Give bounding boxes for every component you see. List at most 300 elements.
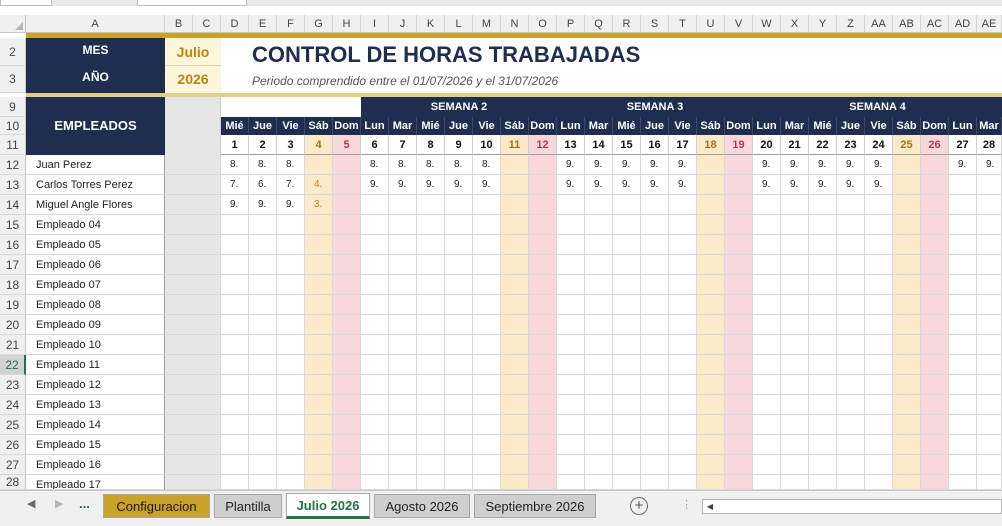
hours-cell[interactable] [781,335,809,355]
hours-cell[interactable] [445,355,473,375]
column-header-b[interactable]: B [165,15,193,33]
hours-cell[interactable] [753,275,781,295]
hours-cell[interactable] [613,475,641,490]
hours-cell[interactable] [613,395,641,415]
column-header-j[interactable]: J [389,15,417,33]
row-header-2[interactable]: 2 [0,38,26,66]
hours-cell[interactable] [473,375,501,395]
row-header-9[interactable]: 9 [0,97,26,117]
hours-cell[interactable] [333,355,361,375]
hours-cell[interactable] [277,395,305,415]
hours-cell[interactable] [641,335,669,355]
hours-cell[interactable] [249,315,277,335]
row-header-10[interactable]: 10 [0,117,26,135]
employee-name[interactable]: Empleado 11 [26,355,165,375]
hours-cell[interactable] [529,295,557,315]
hours-cell[interactable] [305,155,333,175]
hours-cell[interactable]: 9. [753,155,781,175]
hours-cell[interactable] [753,415,781,435]
hours-cell[interactable] [417,255,445,275]
hours-cell[interactable] [417,415,445,435]
hours-cell[interactable] [949,195,977,215]
hours-cell[interactable] [669,195,697,215]
hours-cell[interactable] [977,275,1002,295]
hours-cell[interactable] [893,335,921,355]
hours-cell[interactable] [473,475,501,490]
row-header-21[interactable]: 21 [0,335,26,355]
hours-cell[interactable] [697,415,725,435]
hours-cell[interactable] [753,375,781,395]
hours-cell[interactable]: 9. [669,175,697,195]
hours-cell[interactable] [249,295,277,315]
hours-cell[interactable] [417,335,445,355]
hours-cell[interactable] [753,355,781,375]
hours-cell[interactable] [977,455,1002,475]
hours-cell[interactable] [389,215,417,235]
hours-cell[interactable] [725,475,753,490]
hours-cell[interactable]: 9. [949,155,977,175]
hours-cell[interactable] [781,315,809,335]
hours-cell[interactable] [305,395,333,415]
hours-cell[interactable] [697,375,725,395]
hours-cell[interactable] [277,255,305,275]
row-header-22[interactable]: 22 [0,355,26,375]
hours-cell[interactable] [221,455,249,475]
hours-cell[interactable] [669,335,697,355]
hours-cell[interactable]: 9. [809,175,837,195]
column-header-ae[interactable]: AE [977,15,1002,33]
hours-cell[interactable] [865,435,893,455]
hours-cell[interactable] [585,335,613,355]
hours-cell[interactable] [585,415,613,435]
hours-cell[interactable] [753,195,781,215]
hours-cell[interactable] [529,355,557,375]
hours-cell[interactable] [893,455,921,475]
hours-cell[interactable] [417,235,445,255]
hours-cell[interactable] [865,275,893,295]
hours-cell[interactable] [977,335,1002,355]
hours-cell[interactable] [333,375,361,395]
hours-cell[interactable] [613,375,641,395]
row-header-12[interactable]: 12 [0,155,26,175]
hours-cell[interactable] [221,315,249,335]
hours-cell[interactable] [949,335,977,355]
column-header-x[interactable]: X [781,15,809,33]
hours-cell[interactable] [781,415,809,435]
hours-cell[interactable] [893,215,921,235]
hours-cell[interactable] [809,475,837,490]
hours-cell[interactable]: 9. [277,195,305,215]
hours-cell[interactable] [221,235,249,255]
hours-cell[interactable] [333,475,361,490]
column-header-e[interactable]: E [249,15,277,33]
column-header-n[interactable]: N [501,15,529,33]
hours-cell[interactable] [585,195,613,215]
hours-cell[interactable] [361,395,389,415]
employee-name[interactable]: Juan Perez [26,155,165,175]
hours-cell[interactable] [809,395,837,415]
hours-cell[interactable] [445,415,473,435]
hours-cell[interactable] [641,215,669,235]
hours-cell[interactable] [361,195,389,215]
hours-cell[interactable] [389,415,417,435]
hours-cell[interactable] [501,155,529,175]
hours-cell[interactable] [445,475,473,490]
hours-cell[interactable] [837,475,865,490]
hours-cell[interactable] [725,155,753,175]
employee-name[interactable]: Empleado 09 [26,315,165,335]
hours-cell[interactable] [893,295,921,315]
hours-cell[interactable] [613,235,641,255]
hours-cell[interactable] [949,295,977,315]
hours-cell[interactable] [781,375,809,395]
hours-cell[interactable] [921,375,949,395]
hours-cell[interactable] [277,435,305,455]
hours-cell[interactable] [781,295,809,315]
hours-cell[interactable] [781,455,809,475]
hours-cell[interactable] [221,295,249,315]
hours-cell[interactable] [501,195,529,215]
hours-cell[interactable] [949,315,977,335]
hours-cell[interactable] [669,295,697,315]
hours-cell[interactable] [557,235,585,255]
employee-name[interactable]: Empleado 06 [26,255,165,275]
hours-cell[interactable] [949,475,977,490]
hours-cell[interactable] [893,255,921,275]
column-header-h[interactable]: H [333,15,361,33]
hours-cell[interactable] [529,435,557,455]
hours-cell[interactable] [837,375,865,395]
hours-cell[interactable] [977,295,1002,315]
hours-cell[interactable] [893,275,921,295]
row-header-14[interactable]: 14 [0,195,26,215]
employee-name[interactable]: Carlos Torres Perez [26,175,165,195]
more-sheets-button[interactable]: ... [79,496,90,511]
hours-cell[interactable] [473,395,501,415]
hours-cell[interactable]: 8. [389,155,417,175]
hours-cell[interactable] [641,275,669,295]
hours-cell[interactable] [417,455,445,475]
hours-cell[interactable] [641,235,669,255]
hours-cell[interactable] [501,475,529,490]
hours-cell[interactable] [361,475,389,490]
hours-cell[interactable] [249,395,277,415]
row-header-25[interactable]: 25 [0,415,26,435]
hours-cell[interactable] [921,415,949,435]
hours-cell[interactable]: 8. [417,155,445,175]
hours-cell[interactable] [473,275,501,295]
hours-cell[interactable] [697,355,725,375]
hours-cell[interactable] [249,435,277,455]
hours-cell[interactable] [249,275,277,295]
hours-cell[interactable]: 9. [613,175,641,195]
hours-cell[interactable] [613,255,641,275]
row-header-19[interactable]: 19 [0,295,26,315]
plus-circle-icon[interactable]: + [630,497,648,515]
gap-cell[interactable] [165,315,221,335]
hours-cell[interactable] [669,395,697,415]
gap-cell[interactable] [165,235,221,255]
hours-cell[interactable] [557,475,585,490]
hours-cell[interactable] [249,215,277,235]
hours-cell[interactable] [697,435,725,455]
hours-cell[interactable] [809,195,837,215]
hours-cell[interactable] [781,195,809,215]
hours-cell[interactable] [641,415,669,435]
hours-cell[interactable] [809,335,837,355]
column-header-p[interactable]: P [557,15,585,33]
hours-cell[interactable] [613,215,641,235]
hours-cell[interactable] [305,215,333,235]
hours-cell[interactable] [333,335,361,355]
hours-cell[interactable] [221,435,249,455]
hours-cell[interactable] [781,275,809,295]
hours-cell[interactable] [361,375,389,395]
employee-name[interactable]: Empleado 12 [26,375,165,395]
hours-cell[interactable] [641,375,669,395]
hours-cell[interactable] [277,215,305,235]
hours-cell[interactable] [221,415,249,435]
hours-cell[interactable] [333,455,361,475]
hours-cell[interactable]: 9. [557,175,585,195]
hours-cell[interactable] [361,235,389,255]
hours-cell[interactable] [809,375,837,395]
hours-cell[interactable] [389,195,417,215]
hours-cell[interactable] [221,395,249,415]
column-header-c[interactable]: C [193,15,221,33]
hours-cell[interactable] [921,195,949,215]
hours-cell[interactable] [837,315,865,335]
hours-cell[interactable] [865,455,893,475]
row-header-24[interactable]: 24 [0,395,26,415]
hours-cell[interactable] [501,275,529,295]
hours-cell[interactable] [669,235,697,255]
hours-cell[interactable] [333,315,361,335]
hours-cell[interactable] [501,375,529,395]
hours-cell[interactable] [641,455,669,475]
hours-cell[interactable]: 9. [221,195,249,215]
hours-cell[interactable] [529,255,557,275]
employee-name[interactable]: Empleado 14 [26,415,165,435]
hours-cell[interactable] [277,335,305,355]
hours-cell[interactable] [641,395,669,415]
column-header-o[interactable]: O [529,15,557,33]
hours-cell[interactable] [221,475,249,490]
hours-cell[interactable] [977,195,1002,215]
hours-cell[interactable] [333,215,361,235]
hours-cell[interactable] [641,475,669,490]
hours-cell[interactable] [389,335,417,355]
hours-cell[interactable] [725,415,753,435]
column-header-a[interactable]: A [26,15,165,33]
column-header-y[interactable]: Y [809,15,837,33]
gap-cell[interactable] [165,195,221,215]
hours-cell[interactable] [921,155,949,175]
hours-cell[interactable] [557,335,585,355]
employee-name[interactable]: Empleado 05 [26,235,165,255]
hours-cell[interactable] [837,435,865,455]
hours-cell[interactable] [865,235,893,255]
hours-cell[interactable] [473,255,501,275]
hours-cell[interactable]: 8. [249,155,277,175]
hours-cell[interactable] [529,395,557,415]
hours-cell[interactable] [893,395,921,415]
hours-cell[interactable] [473,195,501,215]
hours-cell[interactable]: 9. [641,155,669,175]
hours-cell[interactable]: 9. [781,175,809,195]
hours-cell[interactable] [697,275,725,295]
hours-cell[interactable] [837,295,865,315]
employee-name[interactable]: Empleado 04 [26,215,165,235]
hours-cell[interactable] [529,275,557,295]
hours-cell[interactable] [389,435,417,455]
column-header-v[interactable]: V [725,15,753,33]
gap-cell[interactable] [165,295,221,315]
hours-cell[interactable] [277,295,305,315]
horizontal-scrollbar[interactable] [702,499,1002,514]
hours-cell[interactable] [361,415,389,435]
hours-cell[interactable] [977,395,1002,415]
hours-cell[interactable] [725,275,753,295]
hours-cell[interactable] [669,375,697,395]
hours-cell[interactable] [725,375,753,395]
hours-cell[interactable] [249,235,277,255]
hours-cell[interactable] [697,195,725,215]
hours-cell[interactable] [445,235,473,255]
hours-cell[interactable] [977,475,1002,490]
hours-cell[interactable] [277,355,305,375]
hours-cell[interactable] [641,195,669,215]
hours-cell[interactable] [893,375,921,395]
column-header-r[interactable]: R [613,15,641,33]
hours-cell[interactable] [781,255,809,275]
hours-cell[interactable] [445,455,473,475]
employee-name[interactable]: Empleado 08 [26,295,165,315]
hours-cell[interactable] [305,375,333,395]
hours-cell[interactable] [893,175,921,195]
hours-cell[interactable] [417,295,445,315]
hours-cell[interactable] [725,195,753,215]
hours-cell[interactable] [277,415,305,435]
hours-cell[interactable] [473,435,501,455]
gap-cell[interactable] [165,275,221,295]
hours-cell[interactable] [669,275,697,295]
hours-cell[interactable] [249,355,277,375]
hours-cell[interactable] [333,295,361,315]
hours-cell[interactable]: 9. [809,155,837,175]
hours-cell[interactable] [613,335,641,355]
hours-cell[interactable] [557,375,585,395]
hours-cell[interactable] [865,255,893,275]
hours-cell[interactable] [557,395,585,415]
hours-cell[interactable]: 9. [753,175,781,195]
hours-cell[interactable] [445,195,473,215]
hours-cell[interactable] [837,275,865,295]
hours-cell[interactable] [361,335,389,355]
hours-cell[interactable] [585,475,613,490]
hours-cell[interactable] [865,355,893,375]
hours-cell[interactable]: 9. [417,175,445,195]
hours-cell[interactable] [501,455,529,475]
hours-cell[interactable]: 8. [221,155,249,175]
hours-cell[interactable] [277,275,305,295]
row-header-11[interactable]: 11 [0,135,26,155]
hours-cell[interactable]: 9. [977,155,1002,175]
hours-cell[interactable] [305,275,333,295]
hours-cell[interactable] [781,435,809,455]
hours-cell[interactable] [473,455,501,475]
hours-cell[interactable] [809,455,837,475]
hours-cell[interactable] [921,235,949,255]
hours-cell[interactable] [585,395,613,415]
hours-cell[interactable] [333,395,361,415]
hours-cell[interactable] [921,335,949,355]
row-header-15[interactable]: 15 [0,215,26,235]
mes-value[interactable]: Julio [165,38,221,66]
hours-cell[interactable] [921,355,949,375]
hours-cell[interactable] [641,435,669,455]
hours-cell[interactable] [809,215,837,235]
hours-cell[interactable] [305,475,333,490]
hours-cell[interactable] [585,235,613,255]
hours-cell[interactable] [725,255,753,275]
hours-cell[interactable] [865,335,893,355]
hours-cell[interactable] [417,395,445,415]
hours-cell[interactable] [557,195,585,215]
hours-cell[interactable] [837,455,865,475]
hours-cell[interactable] [977,215,1002,235]
hours-cell[interactable]: 8. [361,155,389,175]
hours-cell[interactable] [333,155,361,175]
row-header-3[interactable]: 3 [0,66,26,93]
hours-cell[interactable] [753,435,781,455]
hours-cell[interactable] [949,235,977,255]
column-header-s[interactable]: S [641,15,669,33]
hours-cell[interactable] [361,255,389,275]
hours-cell[interactable] [305,415,333,435]
row-header-26[interactable]: 26 [0,435,26,455]
gap-cell[interactable] [165,215,221,235]
hours-cell[interactable] [529,475,557,490]
hours-cell[interactable] [389,235,417,255]
hours-cell[interactable] [333,275,361,295]
hours-cell[interactable]: 9. [557,155,585,175]
hours-cell[interactable] [949,415,977,435]
hours-cell[interactable] [305,335,333,355]
hours-cell[interactable] [949,175,977,195]
hours-cell[interactable] [641,255,669,275]
row-header-27[interactable]: 27 [0,455,26,475]
hours-cell[interactable] [389,355,417,375]
hours-cell[interactable] [725,335,753,355]
hours-cell[interactable] [417,435,445,455]
hours-cell[interactable] [221,215,249,235]
hours-cell[interactable] [417,215,445,235]
sheet-tab-configuracion[interactable]: Configuracion [103,494,210,518]
hours-cell[interactable] [529,415,557,435]
hours-cell[interactable] [501,395,529,415]
hours-cell[interactable] [473,295,501,315]
hours-cell[interactable] [809,295,837,315]
hours-cell[interactable] [557,275,585,295]
hours-cell[interactable] [809,275,837,295]
hours-cell[interactable] [417,275,445,295]
column-header-k[interactable]: K [417,15,445,33]
hours-cell[interactable] [669,455,697,475]
hours-cell[interactable] [725,175,753,195]
hours-cell[interactable] [669,415,697,435]
row-header-16[interactable]: 16 [0,235,26,255]
